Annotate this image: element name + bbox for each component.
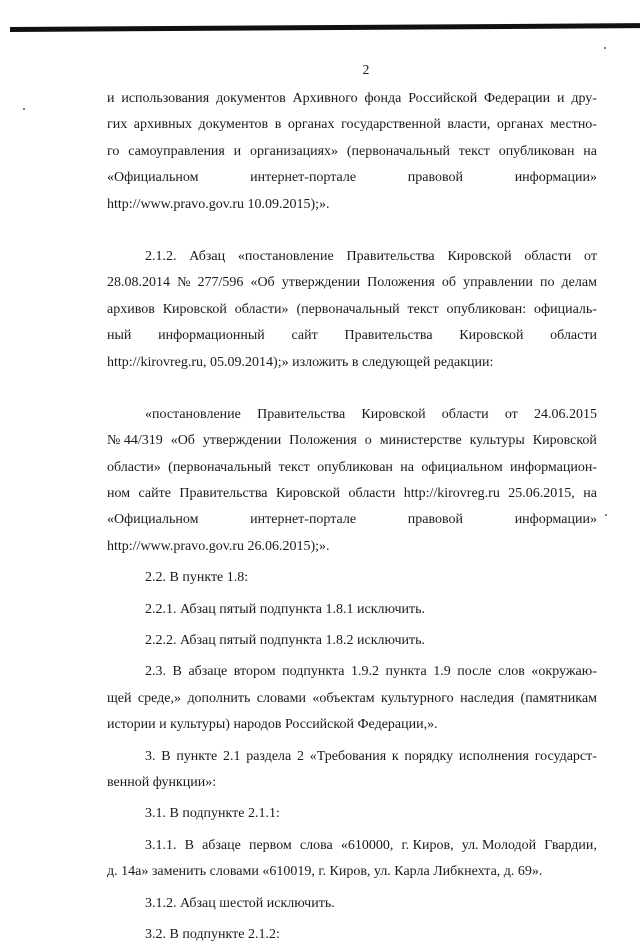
word: текст (458, 143, 490, 159)
word: гих (107, 117, 128, 133)
word: 24.06.2015 (533, 406, 597, 422)
paragraph (107, 244, 597, 376)
word: «объектам (312, 690, 375, 706)
paragraph (107, 659, 597, 738)
word: ном (107, 486, 131, 502)
word: 277/596 (197, 275, 244, 291)
word: 25.06.2015, (508, 486, 575, 502)
scan-speck (604, 47, 606, 49)
word: Кировской (459, 328, 524, 344)
word: области (441, 406, 489, 422)
text-line (107, 507, 597, 533)
word: (первоначальный (168, 459, 272, 475)
paragraph-gap (107, 376, 597, 402)
word: В (172, 664, 182, 680)
word: истории и культуры) народов Российской Федерации,». (107, 717, 438, 733)
word: архивных (133, 117, 192, 133)
word: № 44/319 (107, 433, 163, 449)
text-line (107, 891, 597, 917)
word: венной функции»: (107, 774, 217, 790)
word: Положения (289, 433, 357, 449)
word: сайте (138, 486, 171, 502)
word: документов (216, 91, 286, 106)
word: опубликован: (446, 301, 527, 317)
word: интернет-портале (250, 512, 357, 528)
word: № (177, 275, 191, 291)
document-body (107, 86, 597, 948)
word: по (539, 275, 555, 291)
word: Кировской (447, 248, 512, 264)
word: раздела (246, 748, 292, 764)
word: архивов (107, 301, 155, 317)
text-line (107, 165, 597, 191)
paragraph (107, 565, 597, 591)
word: области» (234, 301, 289, 317)
word: пункте (176, 748, 218, 764)
paragraph (107, 402, 597, 560)
text-line (107, 428, 597, 454)
word: «610000, (340, 837, 394, 853)
word: Правительства (346, 248, 435, 264)
word: 2.2. В пункте 1.8: (145, 570, 249, 586)
word: слова (299, 837, 333, 853)
word: к (391, 748, 399, 764)
text-line (107, 402, 597, 428)
word: области» (107, 459, 161, 475)
paragraph (107, 801, 597, 827)
word: словами (256, 690, 306, 706)
word: власти, (447, 117, 491, 133)
text-line (107, 628, 597, 654)
word: http://www.pravo.gov.ru 26.06.2015);». (107, 538, 330, 554)
word: государст- (534, 748, 597, 764)
text-line (107, 192, 597, 218)
word: Российской (408, 91, 478, 106)
word: ул. Молодой (461, 837, 537, 853)
word: 3.1.1. (145, 837, 177, 853)
word: текст (407, 301, 439, 317)
word: среде,» (137, 690, 182, 706)
text-line (107, 455, 597, 481)
word: 2.1 (222, 748, 241, 764)
text-line (107, 534, 597, 560)
scan-top-border (10, 23, 640, 32)
word: области (550, 328, 597, 344)
word: 3. (145, 748, 156, 764)
word: опубликован (498, 143, 575, 159)
word: Положения (367, 275, 435, 291)
word: официальном (421, 459, 503, 475)
word: абзаце (188, 664, 228, 680)
word: органах (496, 117, 544, 133)
word: и (557, 91, 565, 106)
scan-speck (605, 514, 607, 516)
word: на (583, 143, 597, 159)
word: втором (233, 664, 276, 680)
word: интернет-портале (250, 170, 357, 186)
word: текст (278, 459, 310, 475)
text-line (107, 922, 597, 948)
word: 3.2. В подпункте 2.1.2: (145, 926, 280, 942)
text-line (107, 801, 597, 827)
word: Гвардии, (544, 837, 597, 853)
text-line (107, 350, 597, 376)
word: (первоначальный (346, 143, 450, 159)
text-line (107, 565, 597, 591)
word: дру- (571, 91, 597, 106)
word: об (441, 275, 457, 291)
word: самоуправления (128, 143, 225, 159)
text-line (107, 770, 597, 796)
word: 3.1.2. Абзац шестой исключить. (145, 895, 335, 911)
word: д. 14а» заменить словами «610019, г. Киров, ул. Карла Либкнехта, д. 69». (107, 864, 543, 880)
paragraph (107, 833, 597, 886)
word: использования (121, 91, 210, 106)
word: Федерации (484, 91, 551, 106)
word: Абзац (189, 248, 226, 264)
word: министерстве (379, 433, 462, 449)
word: г. Киров, (401, 837, 454, 853)
word: сайт (291, 328, 318, 344)
word: http://kirovreg.ru, 05.09.2014);» изложить в следующей редакции: (107, 354, 494, 370)
text-line (107, 86, 597, 112)
word: и (233, 143, 242, 159)
text-line (107, 481, 597, 507)
word: «окружаю- (531, 664, 597, 680)
word: щей (107, 690, 132, 706)
word: культурного (381, 690, 454, 706)
word: В (161, 748, 171, 764)
word: информации» (514, 512, 597, 528)
word: опубликован (317, 459, 393, 475)
word: официаль- (534, 301, 597, 317)
word: (памятникам (520, 690, 597, 706)
word: области (348, 486, 396, 502)
text-line (107, 686, 597, 712)
word: исполнения (458, 748, 529, 764)
word: слов (498, 664, 525, 680)
text-line (107, 139, 597, 165)
word: Кировской (361, 406, 426, 422)
paragraph (107, 744, 597, 797)
word: Кировской (532, 433, 597, 449)
word: 2.2.1. Абзац пятый подпункта 1.8.1 исключить. (145, 601, 425, 617)
text-line (107, 270, 597, 296)
word: наследия (460, 690, 515, 706)
text-line (107, 244, 597, 270)
word: «Об (250, 275, 275, 291)
word: 1.9.2 (351, 664, 379, 680)
word: и (107, 91, 115, 106)
word: Кировской (275, 486, 341, 502)
word: культуры (469, 433, 525, 449)
paragraph (107, 891, 597, 917)
word: 28.08.2014 (107, 275, 170, 291)
word: Правительства (179, 486, 268, 502)
word: «Официальном (107, 512, 199, 528)
word: подпункта (282, 664, 345, 680)
text-line (107, 323, 597, 349)
word: 2.1.2. (145, 248, 177, 264)
word: правовой (407, 512, 463, 528)
word: http://kirovreg.ru (403, 486, 500, 502)
word: области (524, 248, 572, 264)
word: информации» (514, 170, 597, 186)
text-line (107, 744, 597, 770)
word: государственной (341, 117, 441, 133)
word: «Требования (309, 748, 387, 764)
word: информационный (158, 328, 265, 344)
word: «Официальном (107, 170, 199, 186)
word: организациях» (249, 143, 339, 159)
word: Архивного (292, 91, 358, 106)
word: пункта (385, 664, 427, 680)
word: на (400, 459, 414, 475)
page-number: 2 (362, 62, 370, 77)
word: «Об (170, 433, 195, 449)
word: Правительства (344, 328, 433, 344)
word: управлении (463, 275, 533, 291)
word: первом (248, 837, 292, 853)
word: в (274, 117, 282, 133)
word: 2.3. (145, 664, 166, 680)
word: «постановление (237, 248, 334, 264)
word: го (107, 143, 120, 159)
word: Кировской (162, 301, 227, 317)
text-line (107, 112, 597, 138)
word: от (504, 406, 518, 422)
paragraph (107, 922, 597, 948)
word: В (184, 837, 194, 853)
word: 2.2.2. Абзац пятый подпункта 1.8.2 исключить. (145, 633, 425, 649)
word: 3.1. В подпункте 2.1.1: (145, 806, 280, 822)
paragraph (107, 86, 597, 218)
paragraph-gap (107, 218, 597, 244)
word: от (584, 248, 597, 264)
paragraph (107, 628, 597, 654)
word: Правительства (257, 406, 346, 422)
word: утверждении (202, 433, 282, 449)
text-line (107, 712, 597, 738)
scan-speck (23, 108, 25, 110)
word: ный (107, 328, 132, 344)
text-line (107, 297, 597, 323)
word: на (583, 486, 597, 502)
word: http://www.pravo.gov.ru 10.09.2015);». (107, 196, 330, 212)
word: порядку (404, 748, 454, 764)
word: 1.9 (433, 664, 451, 680)
text-line (107, 833, 597, 859)
paragraph (107, 597, 597, 623)
text-line (107, 659, 597, 685)
text-line (107, 597, 597, 623)
word: 2 (296, 748, 304, 764)
word: после (457, 664, 492, 680)
word: дополнить (187, 690, 251, 706)
word: утверждении (281, 275, 361, 291)
word: делам (561, 275, 597, 291)
word: местно- (550, 117, 597, 133)
word: правовой (407, 170, 463, 186)
word: (первоначальный (296, 301, 400, 317)
word: о (364, 433, 372, 449)
word: «постановление (145, 406, 241, 422)
word: органах (287, 117, 335, 133)
word: абзаце (202, 837, 241, 853)
text-line (107, 859, 597, 885)
word: информацион- (510, 459, 597, 475)
word: фонда (364, 91, 402, 106)
word: документов (198, 117, 269, 133)
